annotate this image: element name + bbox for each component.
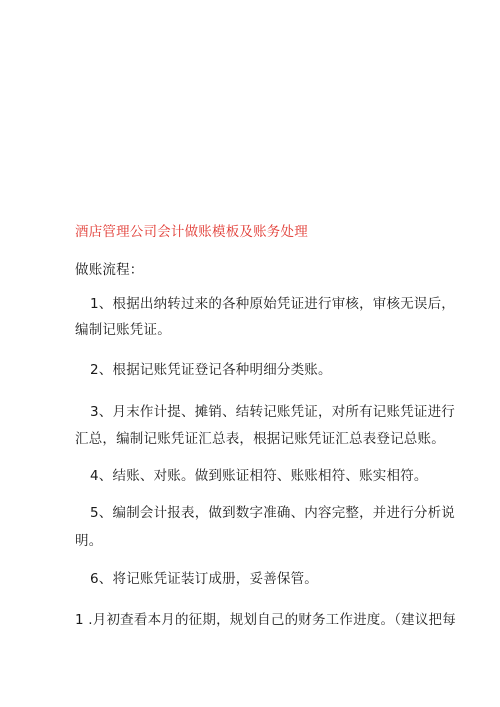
step-1-line-1: 1、根据出纳转过来的各种原始凭证进行审核，审核无误后， [90, 296, 455, 312]
step-3-line-1: 3、月末作计提、摊销、结转记账凭证，对所有记账凭证进行 [90, 404, 455, 420]
document-title: 酒店管理公司会计做账模板及账务处理 [75, 224, 308, 240]
step-3-line-2: 汇总，编制记账凭证汇总表，根据记账凭证汇总表登记总账。 [75, 431, 445, 447]
process-heading: 做账流程： [75, 262, 144, 278]
step-4: 4、结账、对账。做到账证相符、账账相符、账实相符。 [90, 468, 428, 484]
step-6: 6、将记账凭证装订成册，妥善保管。 [90, 571, 318, 587]
numbered-item-1: 1 .月初查看本月的征期，规划自己的财务工作进度。（建议把每 [75, 612, 456, 628]
step-5-line-2: 明。 [75, 533, 103, 549]
step-1-line-2: 编制记账凭证。 [75, 322, 171, 338]
step-2: 2、根据记账凭证登记各种明细分类账。 [90, 362, 332, 378]
step-5-line-1: 5、编制会计报表，做到数字准确、内容完整，并进行分析说 [90, 505, 455, 521]
